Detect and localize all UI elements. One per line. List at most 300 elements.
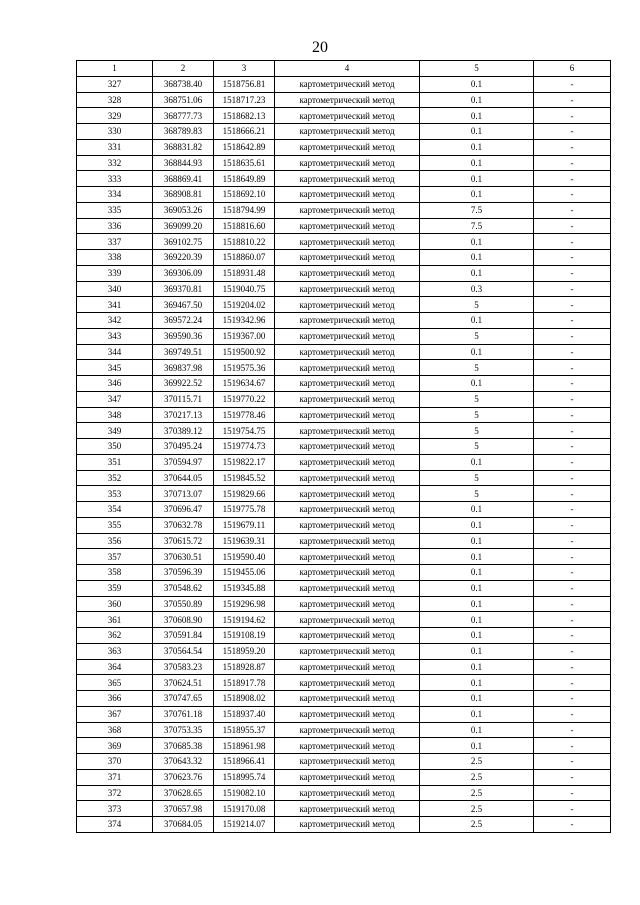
method-cell: картометрический метод [275, 659, 420, 675]
column-header-1: 1 [77, 61, 153, 77]
y-coordinate-cell: 1519590.40 [214, 549, 275, 565]
y-coordinate-cell: 1519214.07 [214, 817, 275, 833]
accuracy-cell: 5 [420, 470, 534, 486]
table-row [77, 643, 611, 659]
note-cell: - [534, 155, 611, 171]
accuracy-cell: 0.1 [420, 344, 534, 360]
x-coordinate-cell: 370217.13 [153, 407, 214, 423]
method-cell: картометрический метод [275, 139, 420, 155]
point-number-cell: 350 [77, 439, 153, 455]
point-number-cell: 329 [77, 108, 153, 124]
table-row [77, 801, 611, 817]
x-coordinate-cell: 369099.20 [153, 218, 214, 234]
accuracy-cell: 7.5 [420, 202, 534, 218]
note-cell: - [534, 202, 611, 218]
table-row [77, 722, 611, 738]
y-coordinate-cell: 1518692.10 [214, 187, 275, 203]
y-coordinate-cell: 1519822.17 [214, 454, 275, 470]
accuracy-cell: 0.1 [420, 596, 534, 612]
note-cell: - [534, 486, 611, 502]
y-coordinate-cell: 1518931.48 [214, 265, 275, 281]
y-coordinate-cell: 1519082.10 [214, 785, 275, 801]
x-coordinate-cell: 370389.12 [153, 423, 214, 439]
point-number-cell: 356 [77, 533, 153, 549]
table-row [77, 628, 611, 644]
method-cell: картометрический метод [275, 423, 420, 439]
x-coordinate-cell: 370623.76 [153, 769, 214, 785]
method-cell: картометрический метод [275, 265, 420, 281]
accuracy-cell: 0.1 [420, 691, 534, 707]
table-row [77, 533, 611, 549]
method-cell: картометрический метод [275, 785, 420, 801]
y-coordinate-cell: 1519774.73 [214, 439, 275, 455]
x-coordinate-cell: 369749.51 [153, 344, 214, 360]
method-cell: картометрический метод [275, 297, 420, 313]
x-coordinate-cell: 368738.40 [153, 76, 214, 92]
accuracy-cell: 0.1 [420, 549, 534, 565]
point-number-cell: 338 [77, 250, 153, 266]
note-cell: - [534, 108, 611, 124]
x-coordinate-cell: 369922.52 [153, 376, 214, 392]
column-header-3: 3 [214, 61, 275, 77]
column-header-2: 2 [153, 61, 214, 77]
method-cell: картометрический метод [275, 454, 420, 470]
x-coordinate-cell: 369053.26 [153, 202, 214, 218]
method-cell: картометрический метод [275, 328, 420, 344]
point-number-cell: 352 [77, 470, 153, 486]
x-coordinate-cell: 369590.36 [153, 328, 214, 344]
table-row [77, 76, 611, 92]
note-cell: - [534, 234, 611, 250]
note-cell: - [534, 596, 611, 612]
x-coordinate-cell: 370632.78 [153, 517, 214, 533]
x-coordinate-cell: 370713.07 [153, 486, 214, 502]
x-coordinate-cell: 369837.98 [153, 360, 214, 376]
method-cell: картометрический метод [275, 754, 420, 770]
table-row [77, 502, 611, 518]
method-cell: картометрический метод [275, 691, 420, 707]
point-number-cell: 354 [77, 502, 153, 518]
table-row [77, 738, 611, 754]
accuracy-cell: 0.1 [420, 313, 534, 329]
y-coordinate-cell: 1518682.13 [214, 108, 275, 124]
x-coordinate-cell: 369306.09 [153, 265, 214, 281]
point-number-cell: 334 [77, 187, 153, 203]
point-number-cell: 369 [77, 738, 153, 754]
table-row [77, 328, 611, 344]
x-coordinate-cell: 370583.23 [153, 659, 214, 675]
method-cell: картометрический метод [275, 580, 420, 596]
x-coordinate-cell: 368869.41 [153, 171, 214, 187]
x-coordinate-cell: 368751.06 [153, 92, 214, 108]
table-row [77, 691, 611, 707]
y-coordinate-cell: 1519679.11 [214, 517, 275, 533]
method-cell: картометрический метод [275, 643, 420, 659]
method-cell: картометрический метод [275, 218, 420, 234]
y-coordinate-cell: 1519194.62 [214, 612, 275, 628]
method-cell: картометрический метод [275, 281, 420, 297]
table-row [77, 265, 611, 281]
method-cell: картометрический метод [275, 801, 420, 817]
note-cell: - [534, 675, 611, 691]
table-row [77, 454, 611, 470]
table-row [77, 281, 611, 297]
note-cell: - [534, 76, 611, 92]
table-row [77, 596, 611, 612]
y-coordinate-cell: 1518649.89 [214, 171, 275, 187]
point-number-cell: 337 [77, 234, 153, 250]
point-number-cell: 360 [77, 596, 153, 612]
y-coordinate-cell: 1519575.36 [214, 360, 275, 376]
method-cell: картометрический метод [275, 313, 420, 329]
accuracy-cell: 2.5 [420, 754, 534, 770]
y-coordinate-cell: 1518959.20 [214, 643, 275, 659]
note-cell: - [534, 691, 611, 707]
point-number-cell: 361 [77, 612, 153, 628]
note-cell: - [534, 281, 611, 297]
y-coordinate-cell: 1519170.08 [214, 801, 275, 817]
method-cell: картометрический метод [275, 738, 420, 754]
note-cell: - [534, 612, 611, 628]
point-number-cell: 374 [77, 817, 153, 833]
note-cell: - [534, 517, 611, 533]
y-coordinate-cell: 1518794.99 [214, 202, 275, 218]
point-number-cell: 336 [77, 218, 153, 234]
method-cell: картометрический метод [275, 549, 420, 565]
table-row [77, 407, 611, 423]
table-row [77, 155, 611, 171]
point-number-cell: 351 [77, 454, 153, 470]
table-row [77, 785, 611, 801]
x-coordinate-cell: 368777.73 [153, 108, 214, 124]
point-number-cell: 362 [77, 628, 153, 644]
x-coordinate-cell: 368789.83 [153, 124, 214, 140]
note-cell: - [534, 124, 611, 140]
accuracy-cell: 0.1 [420, 234, 534, 250]
x-coordinate-cell: 369467.50 [153, 297, 214, 313]
table-row [77, 580, 611, 596]
x-coordinate-cell: 370608.90 [153, 612, 214, 628]
accuracy-cell: 7.5 [420, 218, 534, 234]
x-coordinate-cell: 369370.81 [153, 281, 214, 297]
method-cell: картометрический метод [275, 439, 420, 455]
table-row [77, 139, 611, 155]
method-cell: картометрический метод [275, 486, 420, 502]
accuracy-cell: 5 [420, 391, 534, 407]
table-row [77, 391, 611, 407]
table-body [77, 76, 611, 832]
note-cell: - [534, 754, 611, 770]
accuracy-cell: 0.1 [420, 706, 534, 722]
y-coordinate-cell: 1519634.67 [214, 376, 275, 392]
note-cell: - [534, 817, 611, 833]
method-cell: картометрический метод [275, 76, 420, 92]
note-cell: - [534, 643, 611, 659]
method-cell: картометрический метод [275, 517, 420, 533]
point-number-cell: 359 [77, 580, 153, 596]
x-coordinate-cell: 370761.18 [153, 706, 214, 722]
accuracy-cell: 0.1 [420, 171, 534, 187]
y-coordinate-cell: 1519778.46 [214, 407, 275, 423]
accuracy-cell: 0.1 [420, 738, 534, 754]
accuracy-cell: 0.1 [420, 124, 534, 140]
y-coordinate-cell: 1518928.87 [214, 659, 275, 675]
accuracy-cell: 0.1 [420, 187, 534, 203]
point-number-cell: 333 [77, 171, 153, 187]
y-coordinate-cell: 1518635.61 [214, 155, 275, 171]
accuracy-cell: 0.1 [420, 565, 534, 581]
x-coordinate-cell: 370684.05 [153, 817, 214, 833]
y-coordinate-cell: 1519367.00 [214, 328, 275, 344]
accuracy-cell: 2.5 [420, 769, 534, 785]
note-cell: - [534, 407, 611, 423]
table-row [77, 376, 611, 392]
point-number-cell: 345 [77, 360, 153, 376]
point-number-cell: 328 [77, 92, 153, 108]
point-number-cell: 353 [77, 486, 153, 502]
column-header-4: 4 [275, 61, 420, 77]
accuracy-cell: 2.5 [420, 785, 534, 801]
method-cell: картометрический метод [275, 155, 420, 171]
x-coordinate-cell: 369572.24 [153, 313, 214, 329]
x-coordinate-cell: 368844.93 [153, 155, 214, 171]
method-cell: картометрический метод [275, 124, 420, 140]
point-number-cell: 348 [77, 407, 153, 423]
y-coordinate-cell: 1519342.96 [214, 313, 275, 329]
accuracy-cell: 0.1 [420, 108, 534, 124]
point-number-cell: 347 [77, 391, 153, 407]
table-row [77, 470, 611, 486]
point-number-cell: 332 [77, 155, 153, 171]
note-cell: - [534, 139, 611, 155]
y-coordinate-cell: 1518917.78 [214, 675, 275, 691]
method-cell: картометрический метод [275, 596, 420, 612]
point-number-cell: 335 [77, 202, 153, 218]
x-coordinate-cell: 370550.89 [153, 596, 214, 612]
point-number-cell: 367 [77, 706, 153, 722]
note-cell: - [534, 801, 611, 817]
y-coordinate-cell: 1518810.22 [214, 234, 275, 250]
point-number-cell: 342 [77, 313, 153, 329]
note-cell: - [534, 502, 611, 518]
note-cell: - [534, 250, 611, 266]
y-coordinate-cell: 1519775.78 [214, 502, 275, 518]
table-row [77, 313, 611, 329]
note-cell: - [534, 533, 611, 549]
x-coordinate-cell: 370115.71 [153, 391, 214, 407]
method-cell: картометрический метод [275, 612, 420, 628]
x-coordinate-cell: 368908.81 [153, 187, 214, 203]
table-row [77, 549, 611, 565]
y-coordinate-cell: 1518908.02 [214, 691, 275, 707]
point-number-cell: 343 [77, 328, 153, 344]
note-cell: - [534, 297, 611, 313]
point-number-cell: 364 [77, 659, 153, 675]
table-row [77, 565, 611, 581]
point-number-cell: 331 [77, 139, 153, 155]
note-cell: - [534, 722, 611, 738]
method-cell: картометрический метод [275, 769, 420, 785]
accuracy-cell: 5 [420, 486, 534, 502]
y-coordinate-cell: 1519296.98 [214, 596, 275, 612]
x-coordinate-cell: 370591.84 [153, 628, 214, 644]
note-cell: - [534, 376, 611, 392]
method-cell: картометрический метод [275, 533, 420, 549]
method-cell: картометрический метод [275, 675, 420, 691]
accuracy-cell: 0.1 [420, 139, 534, 155]
table-header-row [77, 61, 611, 77]
x-coordinate-cell: 370628.65 [153, 785, 214, 801]
accuracy-cell: 5 [420, 328, 534, 344]
table-row [77, 706, 611, 722]
y-coordinate-cell: 1518756.81 [214, 76, 275, 92]
y-coordinate-cell: 1519108.19 [214, 628, 275, 644]
note-cell: - [534, 549, 611, 565]
method-cell: картометрический метод [275, 391, 420, 407]
method-cell: картометрический метод [275, 187, 420, 203]
accuracy-cell: 5 [420, 360, 534, 376]
note-cell: - [534, 439, 611, 455]
point-number-cell: 372 [77, 785, 153, 801]
y-coordinate-cell: 1518995.74 [214, 769, 275, 785]
note-cell: - [534, 171, 611, 187]
table-row [77, 108, 611, 124]
accuracy-cell: 0.1 [420, 250, 534, 266]
y-coordinate-cell: 1518966.41 [214, 754, 275, 770]
accuracy-cell: 5 [420, 439, 534, 455]
method-cell: картометрический метод [275, 706, 420, 722]
y-coordinate-cell: 1519500.92 [214, 344, 275, 360]
x-coordinate-cell: 370644.05 [153, 470, 214, 486]
table-row [77, 187, 611, 203]
method-cell: картометрический метод [275, 407, 420, 423]
note-cell: - [534, 344, 611, 360]
table-row [77, 360, 611, 376]
method-cell: картометрический метод [275, 722, 420, 738]
method-cell: картометрический метод [275, 360, 420, 376]
y-coordinate-cell: 1519829.66 [214, 486, 275, 502]
note-cell: - [534, 454, 611, 470]
accuracy-cell: 0.1 [420, 92, 534, 108]
accuracy-cell: 0.1 [420, 643, 534, 659]
y-coordinate-cell: 1518860.07 [214, 250, 275, 266]
method-cell: картометрический метод [275, 171, 420, 187]
accuracy-cell: 0.1 [420, 155, 534, 171]
method-cell: картометрический метод [275, 376, 420, 392]
note-cell: - [534, 187, 611, 203]
point-number-cell: 355 [77, 517, 153, 533]
table-row [77, 612, 611, 628]
accuracy-cell: 0.1 [420, 659, 534, 675]
accuracy-cell: 0.1 [420, 675, 534, 691]
note-cell: - [534, 360, 611, 376]
table-row [77, 124, 611, 140]
y-coordinate-cell: 1518642.89 [214, 139, 275, 155]
accuracy-cell: 2.5 [420, 801, 534, 817]
note-cell: - [534, 423, 611, 439]
table-row [77, 92, 611, 108]
y-coordinate-cell: 1518666.21 [214, 124, 275, 140]
note-cell: - [534, 738, 611, 754]
x-coordinate-cell: 370596.39 [153, 565, 214, 581]
method-cell: картометрический метод [275, 565, 420, 581]
method-cell: картометрический метод [275, 502, 420, 518]
x-coordinate-cell: 370753.35 [153, 722, 214, 738]
accuracy-cell: 0.3 [420, 281, 534, 297]
y-coordinate-cell: 1518955.37 [214, 722, 275, 738]
method-cell: картометрический метод [275, 628, 420, 644]
point-number-cell: 344 [77, 344, 153, 360]
x-coordinate-cell: 370630.51 [153, 549, 214, 565]
x-coordinate-cell: 370685.38 [153, 738, 214, 754]
accuracy-cell: 0.1 [420, 376, 534, 392]
point-number-cell: 358 [77, 565, 153, 581]
table-row [77, 659, 611, 675]
column-header-6: 6 [534, 61, 611, 77]
point-number-cell: 349 [77, 423, 153, 439]
x-coordinate-cell: 370548.62 [153, 580, 214, 596]
accuracy-cell: 0.1 [420, 722, 534, 738]
point-number-cell: 357 [77, 549, 153, 565]
table-row [77, 297, 611, 313]
point-number-cell: 373 [77, 801, 153, 817]
point-number-cell: 339 [77, 265, 153, 281]
x-coordinate-cell: 370495.24 [153, 439, 214, 455]
method-cell: картометрический метод [275, 250, 420, 266]
point-number-cell: 346 [77, 376, 153, 392]
x-coordinate-cell: 368831.82 [153, 139, 214, 155]
table-row [77, 234, 611, 250]
x-coordinate-cell: 370615.72 [153, 533, 214, 549]
accuracy-cell: 5 [420, 423, 534, 439]
accuracy-cell: 0.1 [420, 454, 534, 470]
table-row [77, 171, 611, 187]
note-cell: - [534, 769, 611, 785]
method-cell: картометрический метод [275, 470, 420, 486]
y-coordinate-cell: 1519040.75 [214, 281, 275, 297]
point-number-cell: 368 [77, 722, 153, 738]
point-number-cell: 365 [77, 675, 153, 691]
page-number: 20 [312, 39, 328, 56]
point-number-cell: 371 [77, 769, 153, 785]
accuracy-cell: 0.1 [420, 76, 534, 92]
y-coordinate-cell: 1519845.52 [214, 470, 275, 486]
y-coordinate-cell: 1519639.31 [214, 533, 275, 549]
table-row [77, 754, 611, 770]
y-coordinate-cell: 1518816.60 [214, 218, 275, 234]
note-cell: - [534, 706, 611, 722]
note-cell: - [534, 313, 611, 329]
note-cell: - [534, 391, 611, 407]
accuracy-cell: 0.1 [420, 533, 534, 549]
method-cell: картометрический метод [275, 817, 420, 833]
x-coordinate-cell: 370594.97 [153, 454, 214, 470]
x-coordinate-cell: 370564.54 [153, 643, 214, 659]
method-cell: картометрический метод [275, 202, 420, 218]
note-cell: - [534, 265, 611, 281]
table-row [77, 439, 611, 455]
accuracy-cell: 0.1 [420, 612, 534, 628]
table-row [77, 202, 611, 218]
note-cell: - [534, 470, 611, 486]
accuracy-cell: 0.1 [420, 265, 534, 281]
y-coordinate-cell: 1518961.98 [214, 738, 275, 754]
accuracy-cell: 5 [420, 297, 534, 313]
point-number-cell: 330 [77, 124, 153, 140]
point-number-cell: 340 [77, 281, 153, 297]
point-number-cell: 341 [77, 297, 153, 313]
note-cell: - [534, 565, 611, 581]
